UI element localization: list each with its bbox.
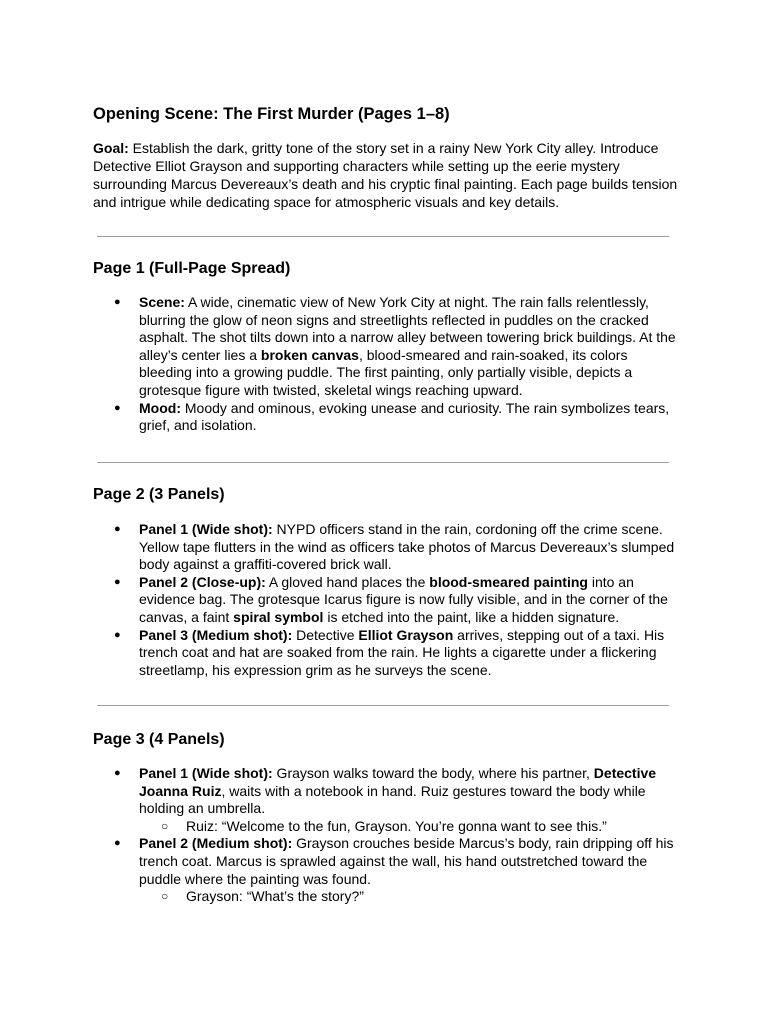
goal-paragraph <box>93 139 678 211</box>
document-title: Opening Scene: The First Murder (Pages 1–8) <box>93 105 450 123</box>
list-item-panel2: ● Panel 2 (Close-up): A gloved hand places the blood-smeared painting into an evidence bag. The grotesque Icarus figure is now fully visible, and in the corner of the canvas, a faint spiral symbol is etched into the paint, like a hidden signature. <box>93 574 678 627</box>
divider <box>97 236 669 237</box>
page2-list <box>93 521 678 679</box>
divider <box>97 705 669 706</box>
dialogue-list <box>139 818 678 836</box>
list-item-panel1: ● Panel 1 (Wide shot): NYPD officers stand in the rain, cordoning off the crime scene. Yellow tape flutters in the wind as officers take photos of Marcus Devereaux’s slumped body against a graffiti-covered brick wall. <box>93 521 678 574</box>
dialogue-line: ○ Ruiz: “Welcome to the fun, Grayson. You’re gonna want to see this.” <box>139 818 678 836</box>
list-item-panel3: ● Panel 3 (Medium shot): Detective Elliot Grayson arrives, stepping out of a taxi. His trench coat and hat are soaked from the rain. He lights a cigarette under a flickering streetlamp, his expression grim as he surveys the scene. <box>93 627 678 680</box>
list-item-panel1: ● Panel 1 (Wide shot): Grayson walks toward the body, where his partner, Detective Joanna Ruiz, waits with a notebook in hand. Ruiz gestures toward the body while holding an umbrella. ○ Ruiz: “Welcome to the fun, Grayson. You’re gonna want to see this.” <box>93 765 678 835</box>
page3-list <box>93 765 678 906</box>
page2-heading: Page 2 (3 Panels) <box>93 486 225 503</box>
dialogue-list <box>139 888 678 906</box>
page3-heading: Page 3 (4 Panels) <box>93 731 225 748</box>
divider <box>97 462 669 463</box>
goal-text: Establish the dark, gritty tone of the story set in a rainy New York City alley. Introduce Detective Elliot Grayson and supporting characters while setting up the eerie mystery surrounding Marcus Devereaux’s death and his cryptic final painting. Each page builds tension and intrigue while dedicating space for atmospheric visuals and key details. <box>93 140 678 210</box>
dialogue-line: ○ Grayson: “What’s the story?” <box>139 888 678 906</box>
page1-list <box>93 294 678 435</box>
list-item-mood: ● Mood: Moody and ominous, evoking unease and curiosity. The rain symbolizes tears, grief, and isolation. <box>93 400 678 435</box>
goal-label: Goal: <box>93 140 129 156</box>
page1-heading: Page 1 (Full-Page Spread) <box>93 260 291 277</box>
list-item-scene: ● Scene: A wide, cinematic view of New York City at night. The rain falls relentlessly, blurring the glow of neon signs and streetlights reflected in puddles on the cracked asphalt. The shot tilts down into a narrow alley between towering brick buildings. At the alley’s center lies a broken canvas, blood-smeared and rain-soaked, its colors bleeding into a growing puddle. The first painting, only partially visible, depicts a grotesque figure with twisted, skeletal wings reaching upward. <box>93 294 678 400</box>
list-item-panel2: ● Panel 2 (Medium shot): Grayson crouches beside Marcus’s body, rain dripping off his trench coat. Marcus is sprawled against the wall, his hand outstretched toward the puddle where the painting was found. ○ Grayson: “What’s the story?” <box>93 835 678 905</box>
